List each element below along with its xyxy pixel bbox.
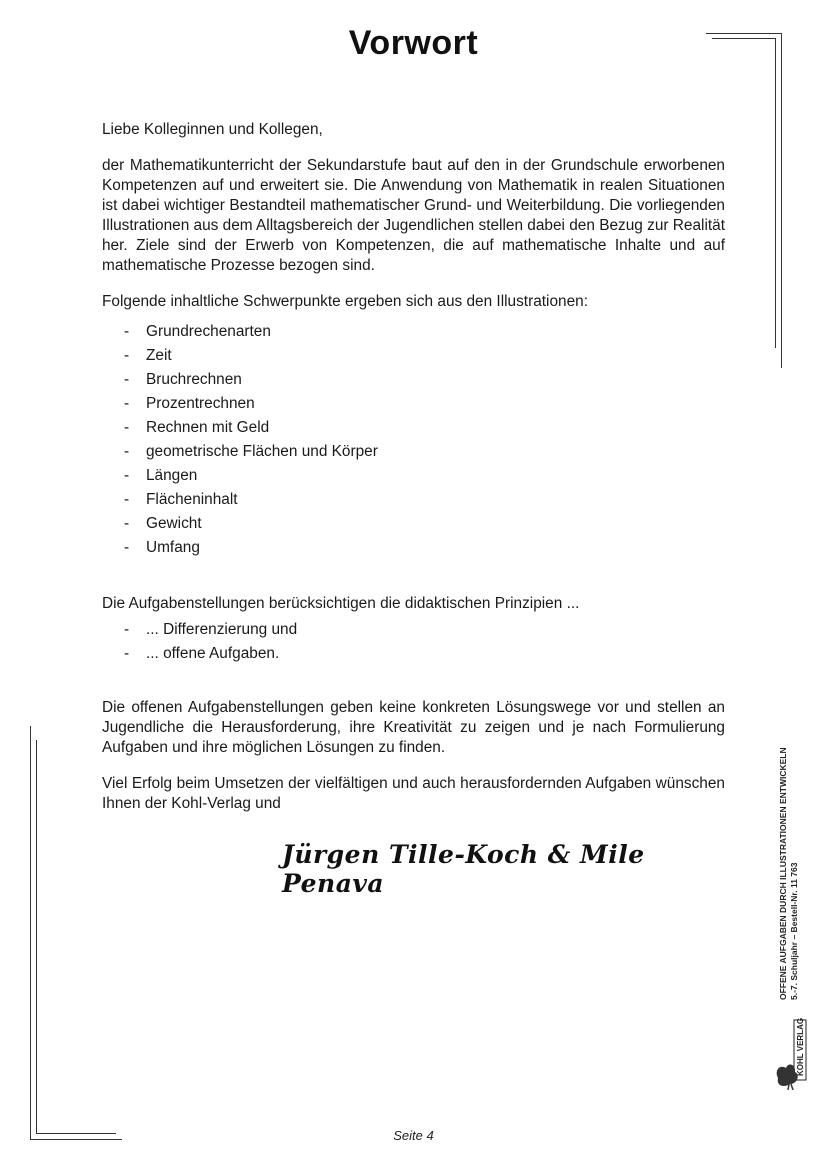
page-number: Seite 4: [393, 1128, 434, 1143]
author-signature: Jürgen Tille-Koch & Mile Penava: [282, 840, 645, 898]
dash-bullet: -: [124, 645, 130, 662]
dash-bullet: -: [124, 515, 130, 532]
series-order-info: 5.-7. Schuljahr – Bestell-Nr. 11 763: [789, 862, 799, 1000]
foreword-body: [102, 120, 725, 814]
svg-text:KOHL VERLAG: KOHL VERLAG: [796, 1018, 805, 1076]
frame-bottom-left-vertical-inner: [36, 740, 37, 1133]
dash-bullet: -: [124, 443, 130, 460]
list-item: - Rechnen mit Geld: [124, 419, 270, 436]
dash-bullet: -: [124, 371, 130, 388]
dash-bullet: -: [124, 621, 130, 638]
list-item: - Zeit: [124, 347, 172, 364]
list-item: - ... Differenzierung und: [124, 621, 298, 638]
page-title: Vorwort: [348, 24, 479, 62]
list-item: - Bruchrechnen: [124, 371, 242, 388]
dash-bullet: -: [124, 539, 130, 556]
series-sidebar: [778, 710, 800, 1000]
dash-bullet: -: [124, 395, 130, 412]
frame-bottom-left-vertical-outer: [30, 726, 31, 1139]
series-title: OFFENE AUFGABEN DURCH ILLUSTRATIONEN ENTWICKELN: [778, 747, 788, 1000]
closing-text: Viel Erfolg beim Umsetzen der vielfältigen und auch herausfordernden Aufgaben wünschen Ihnen der Kohl-Verlag und: [102, 775, 725, 812]
principles-intro: Die Aufgabenstellungen berücksichtigen die didaktischen Prinzipien ...: [102, 595, 580, 612]
dash-bullet: -: [124, 491, 130, 508]
focus-list: [102, 322, 725, 562]
list-item: - ... offene Aufgaben.: [124, 645, 280, 662]
dash-bullet: -: [124, 347, 130, 364]
dash-bullet: -: [124, 467, 130, 484]
list-item: - Längen: [124, 467, 198, 484]
paragraph-open-tasks: Die offenen Aufgabenstellungen geben keine konkreten Lösungswege vor und stellen an Jugendliche die Herausforderung, ihre Kreativität zu zeigen und je nach Formulierung Aufgaben und ihre möglichen Lösungen zu finden.: [102, 699, 725, 756]
list-item: - Gewicht: [124, 515, 202, 532]
frame-top-right-vertical-outer: [781, 33, 782, 368]
dash-bullet: -: [124, 419, 130, 436]
kohl-verlag-logo: [774, 1018, 808, 1090]
greeting: Liebe Kolleginnen und Kollegen,: [102, 121, 323, 138]
focus-intro: Folgende inhaltliche Schwerpunkte ergeben sich aus den Illustrationen:: [102, 293, 588, 310]
list-item: - Grundrechenarten: [124, 323, 271, 340]
list-item: - geometrische Flächen und Körper: [124, 443, 378, 460]
dash-bullet: -: [124, 323, 130, 340]
frame-top-right-vertical-inner: [775, 38, 776, 348]
principles-list: [102, 620, 725, 668]
paragraph-intro: der Mathematikunterricht der Sekundarstufe baut auf den in der Grundschule erworbenen Kompetenzen auf und erweitert sie. Die Anwendung von Mathematik in realen Situationen ist dabei wichtiger Bestandteil mathematischer Grund- und Weiterbildung. Die vorliegenden Illustrationen aus dem Alltagsbereich der Jugendlichen stellen dabei den Bezug zur Realität her. Ziele sind der Erwerb von Kompetenzen, die auf mathematische Inhalte und auf mathematische Prozesse bezogen sind.: [102, 157, 725, 274]
publisher-logo-icon: [774, 1018, 808, 1090]
list-item: - Umfang: [124, 539, 200, 556]
list-item: - Prozentrechnen: [124, 395, 255, 412]
list-item: - Flächeninhalt: [124, 491, 238, 508]
